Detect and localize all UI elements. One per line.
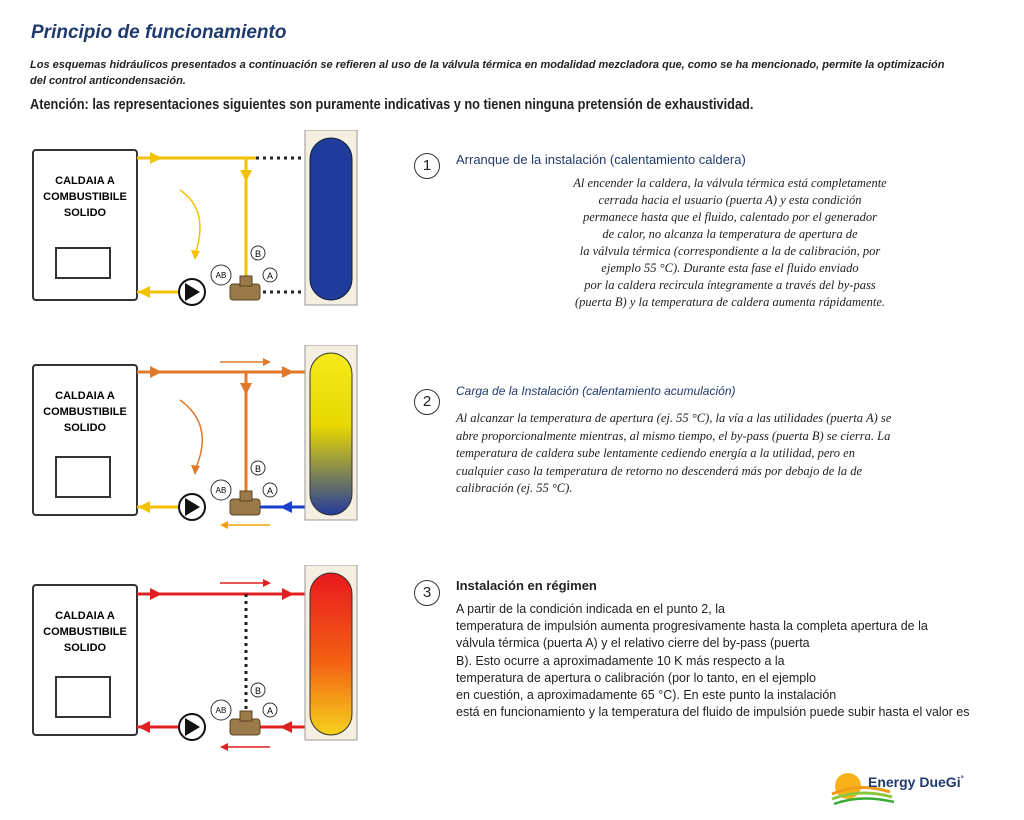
step3-line: en cuestión, a aproximadamente 65 °C). En este punto la instalación <box>456 688 837 703</box>
diagram-step-3 <box>20 565 400 765</box>
logo-text <box>868 774 964 790</box>
logo-energy: Energy <box>868 774 916 790</box>
step3-line: B). Esto ocurre a aproximadamente 10 K más respecto a la <box>456 653 785 668</box>
boiler-label-2: COMBUSTIBILE <box>43 191 127 203</box>
step1-line: ejemplo 55 °C). Durante esta fase el fluido enviado <box>601 261 859 275</box>
step-body-2 <box>456 410 986 498</box>
step2-line: cualquier caso la temperatura de retorno no descenderá más por debajo de la de <box>456 463 863 478</box>
step3-line: válvula térmica (puerta A) y el relativo cierre del by-pass (puerta <box>456 636 810 651</box>
step2-line: temperatura de caldera sube lentamente cediendo energía a la utilidad, pero en <box>456 446 855 460</box>
logo-duegi: DueGi <box>919 774 961 790</box>
port-a-label: A <box>266 486 274 496</box>
step1-line: por la caldera recircula íntegramente a través del by-pass <box>584 278 876 292</box>
intro-paragraph: Los esquemas hidráulicos presentados a continuación se refieren al uso de la válvula térmica en modalidad mezcladora que, como se ha mencionado, permite la optimización del control anticondensación. <box>30 59 945 87</box>
page-title: Principio de funcionamiento <box>31 22 287 43</box>
step1-line: la válvula térmica (correspondiente a la de calibración, por <box>579 244 881 258</box>
port-b-label: B <box>254 249 262 259</box>
boiler-label-3: SOLIDO <box>63 422 107 434</box>
step1-line: Al encender la caldera, la válvula térmica está completamente <box>573 176 887 190</box>
step2-line: abre proporcionalmente mientras, al mismo tiempo, el by-pass (puerta B) se cierra. La <box>456 428 891 443</box>
diagram-step-1 <box>20 130 400 330</box>
logo-mark: ° <box>960 774 964 784</box>
boiler-label-3: SOLIDO <box>63 642 107 654</box>
step1-line: (puerta B) y la temperatura de caldera aumenta rápidamente. <box>574 295 885 309</box>
port-ab-label: AB <box>215 706 227 715</box>
step2-line: Al alcanzar la temperatura de apertura (ej. 55 °C), la vía a las utilidades (puerta A) se <box>456 411 892 425</box>
step1-line: cerrada hacia el usuario (puerta A) y esta condición <box>598 193 862 207</box>
step3-line: está en funcionamiento y la temperatura del fluido de impulsión puede subir hasta el valor es <box>456 705 970 720</box>
diagram-step-2 <box>20 345 400 545</box>
step-title-3: Instalación en régimen <box>456 578 597 593</box>
step3-line: temperatura de impulsión aumenta progresivamente hasta la completa apertura de la <box>456 619 928 634</box>
port-b-label: B <box>254 464 262 474</box>
boiler-label-2: COMBUSTIBILE <box>43 406 127 418</box>
step3-line: A partir de la condición indicada en el punto 2, la <box>456 602 725 616</box>
step-title-2: Carga de la Instalación (calentamiento acumulación) <box>456 384 736 398</box>
boiler-label-1: CALDAIA A <box>55 610 115 622</box>
port-a-label: A <box>266 271 274 281</box>
port-a-label: A <box>266 706 274 716</box>
step1-line: permanece hasta que el fluido, calentado por el generador <box>582 210 878 224</box>
step-body-3 <box>456 601 1024 721</box>
step-number-2: 2 <box>414 389 440 415</box>
port-b-label: B <box>254 686 262 696</box>
warning-note: Atención: las representaciones siguientes son puramente indicativas y no tienen ninguna pretensión de exhaustividad. <box>30 96 754 113</box>
step-number-3: 3 <box>414 580 440 606</box>
boiler-label-2: COMBUSTIBILE <box>43 626 127 638</box>
port-ab-label: AB <box>215 271 227 280</box>
step2-line: calibración (ej. 55 °C). <box>456 481 573 495</box>
step1-line: de calor, no alcanza la temperatura de apertura de <box>602 227 858 241</box>
boiler-label-1: CALDAIA A <box>55 175 115 187</box>
boiler-label-1: CALDAIA A <box>55 390 115 402</box>
step-body-1 <box>520 175 940 311</box>
step-number-1: 1 <box>414 153 440 179</box>
boiler-label-3: SOLIDO <box>63 207 107 219</box>
port-ab-label: AB <box>215 486 227 495</box>
step3-line: temperatura de apertura o calibración (por lo tanto, en el ejemplo <box>456 670 816 685</box>
step-title-1: Arranque de la instalación (calentamiento caldera) <box>456 152 746 167</box>
